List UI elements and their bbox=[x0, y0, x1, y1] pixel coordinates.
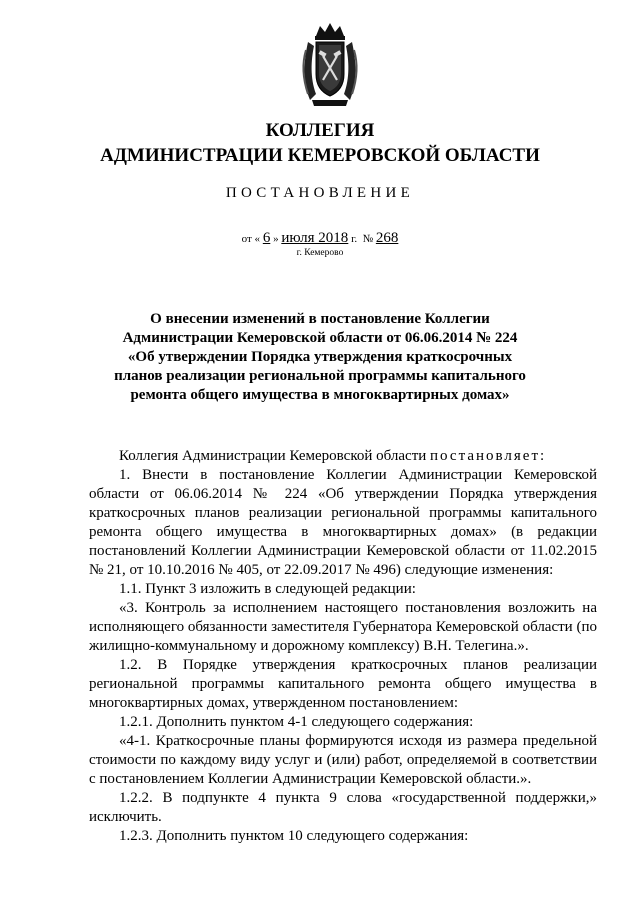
document-number: 268 bbox=[375, 230, 399, 246]
body-paragraph: 1.2.3. Дополнить пунктом 10 следующего содержания: bbox=[119, 828, 469, 844]
date-day: 6 bbox=[262, 230, 271, 246]
body-paragraph: 1.1. Пункт 3 изложить в следующей редакции: bbox=[119, 581, 416, 597]
date-month-year: июля 2018 bbox=[281, 230, 349, 246]
document-body bbox=[89, 447, 597, 846]
body-paragraph: 1.2.1. Дополнить пунктом 4-1 следующего содержания: bbox=[119, 714, 474, 730]
kemerovo-coat-of-arms-icon bbox=[298, 20, 362, 110]
date-number-line bbox=[0, 230, 640, 247]
city-label: г. Кемерово bbox=[296, 248, 344, 258]
intro-spaced: постановляет: bbox=[430, 448, 547, 464]
document-subject: О внесении изменений в постановление Коллегии Администрации Кемеровской области от 06.06.2014 № 224 «Об утверждении Порядка утверждения краткосрочных планов реализации региональной программы капитального ремонта общего имущества в многоквартирных домах» bbox=[114, 311, 526, 403]
body-paragraph: 1. Внести в постановление Коллегии Администрации Кемеровской области от 06.06.2014 № 224 «Об утверждении Порядка утверждения краткосрочных планов реализации региональной программы капитального ремонта общего имущества в многоквартирных домах» (в редакции постановлений Коллегии Администрации Кемеровской области от 11.02.2015 № 21, от 10.10.2016 № 405, от 22.09.2017 № 496) следующие изменения: bbox=[89, 467, 597, 578]
year-suffix: г. bbox=[351, 233, 358, 245]
intro-paragraph bbox=[89, 447, 597, 466]
body-paragraph: 1.2.2. В подпункте 4 пункта 9 слова «государственной поддержки,» исключить. bbox=[89, 790, 597, 825]
number-prefix: № bbox=[362, 233, 374, 245]
org-name-line1: КОЛЛЕГИЯ bbox=[265, 120, 375, 141]
document-type: ПОСТАНОВЛЕНИЕ bbox=[225, 185, 415, 201]
body-paragraph: «3. Контроль за исполнением настоящего постановления возложить на исполняющего обязанности заместителя Губернатора Кемеровской области (по жилищно-коммунальному и дорожному комплексу) В.Н. Телегина.». bbox=[89, 600, 597, 654]
body-paragraph: «4-1. Краткосрочные планы формируются исходя из размера предельной стоимости по каждому виду услуг и (или) работ, определяемой в соответствии с постановлением Коллегии Администрации Кемеровской области.». bbox=[89, 733, 597, 787]
date-mid: » bbox=[273, 233, 279, 245]
org-name-line2: АДМИНИСТРАЦИИ КЕМЕРОВСКОЙ ОБЛАСТИ bbox=[100, 145, 540, 166]
body-paragraph: 1.2. В Порядке утверждения краткосрочных планов реализации региональной программы капитального ремонта общего имущества в многоквартирных домах, утвержденном постановлением: bbox=[89, 657, 597, 711]
intro-text: Коллегия Администрации Кемеровской области bbox=[119, 448, 427, 464]
date-prefix: от « bbox=[241, 233, 261, 245]
